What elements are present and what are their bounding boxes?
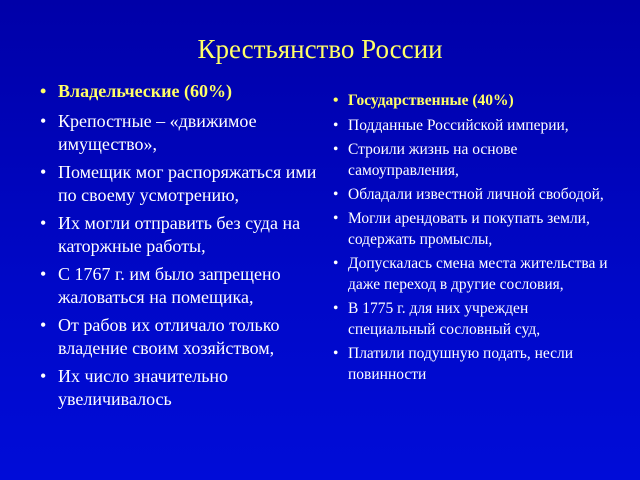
bullet-icon: • xyxy=(333,92,339,109)
item-text: В 1775 г. для них учрежден специальный сословный суд, xyxy=(348,300,541,338)
bullet-icon: • xyxy=(40,213,47,233)
bullet-icon: • xyxy=(333,117,339,134)
right-column-list xyxy=(333,90,618,388)
bullet-icon: • xyxy=(333,255,339,272)
list-item xyxy=(40,365,318,411)
bullet-icon: • xyxy=(40,162,47,182)
bullet-icon: • xyxy=(333,345,339,362)
item-text: Подданные Российской империи, xyxy=(348,117,569,134)
item-text: Их число значительно увеличивалось xyxy=(58,366,229,409)
item-text: Помещик мог распоряжаться ими по своему усмотрению, xyxy=(58,162,317,205)
item-text: От рабов их отличало только владение своим хозяйством, xyxy=(58,315,280,358)
item-text: Их могли отправить без суда на каторжные работы, xyxy=(58,213,301,256)
item-text: Строили жизнь на основе самоуправления, xyxy=(348,141,518,179)
list-item xyxy=(333,115,618,136)
left-heading xyxy=(40,80,318,103)
list-item xyxy=(333,139,618,181)
heading-text: Владельческие (60%) xyxy=(58,81,233,101)
bullet-icon: • xyxy=(333,210,339,227)
list-item xyxy=(40,263,318,309)
list-item xyxy=(333,253,618,295)
item-text: Обладали известной личной свободой, xyxy=(348,186,604,203)
list-item xyxy=(40,110,318,156)
right-heading xyxy=(333,90,618,111)
left-column-list xyxy=(40,80,318,416)
bullet-icon: • xyxy=(40,111,47,131)
bullet-icon: • xyxy=(40,315,47,335)
list-item xyxy=(333,184,618,205)
bullet-icon: • xyxy=(40,366,47,386)
item-text: Допускалась смена места жительства и даже переход в другие сословия, xyxy=(348,255,608,293)
slide-title: Крестьянство России xyxy=(197,34,443,64)
list-item xyxy=(40,314,318,360)
item-text: Могли арендовать и покупать земли, содержать промыслы, xyxy=(348,210,590,248)
item-text: Крепостные – «движимое имущество», xyxy=(58,111,257,154)
list-item xyxy=(333,208,618,250)
list-item xyxy=(333,298,618,340)
bullet-icon: • xyxy=(333,300,339,317)
list-item xyxy=(333,343,618,385)
bullet-icon: • xyxy=(40,264,47,284)
heading-text: Государственные (40%) xyxy=(348,92,514,109)
item-text: Платили подушную подать, несли повинности xyxy=(348,345,574,383)
bullet-icon: • xyxy=(333,186,339,203)
list-item xyxy=(40,161,318,207)
list-item xyxy=(40,212,318,258)
item-text: С 1767 г. им было запрещено жаловаться на помещика, xyxy=(58,264,281,307)
bullet-icon: • xyxy=(40,81,47,101)
bullet-icon: • xyxy=(333,141,339,158)
